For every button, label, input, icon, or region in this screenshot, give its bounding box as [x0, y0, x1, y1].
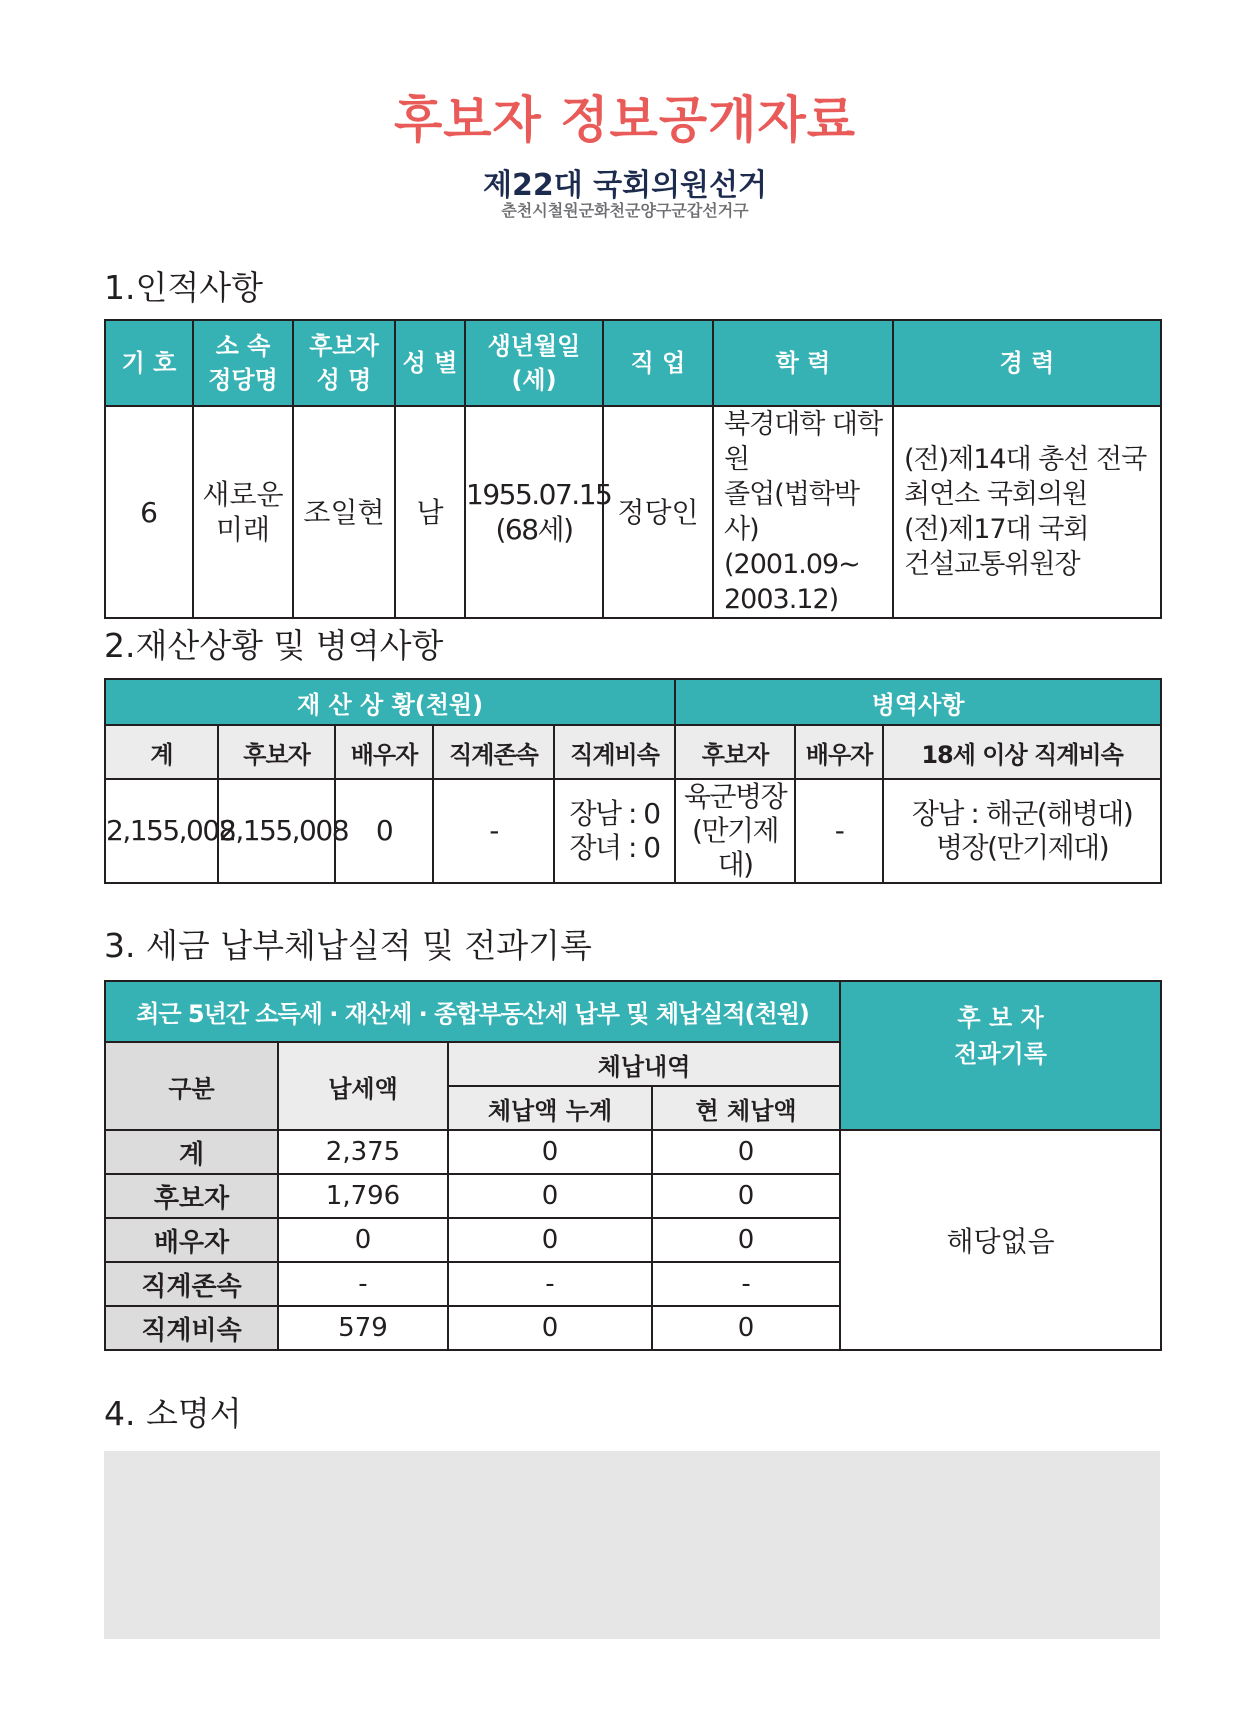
- career: (전)제14대 총선 전국 최연소 국회의원 (전)제17대 국회 건설교통위원장: [893, 406, 1161, 618]
- section2-heading: 2.재산상황 및 병역사항: [104, 626, 444, 665]
- tax-paid: 0: [278, 1218, 448, 1262]
- arrears-current: 0: [652, 1306, 840, 1350]
- page-title: 후보자 정보공개자료: [393, 91, 857, 149]
- col-property-spouse: 배우자: [335, 725, 433, 779]
- tax-paid: 1,796: [278, 1174, 448, 1218]
- row-label: 배우자: [105, 1218, 278, 1262]
- tax-paid: 579: [278, 1306, 448, 1350]
- row-label: 직계존속: [105, 1262, 278, 1306]
- col-military-spouse: 배우자: [795, 725, 883, 779]
- candidate-number: 6: [105, 406, 193, 618]
- table-row: [105, 406, 1161, 618]
- arrears-total: 0: [448, 1306, 652, 1350]
- district-name: 춘천시철원군화천군양구군갑선거구: [501, 201, 749, 220]
- candidate-name: 조일현: [293, 406, 395, 618]
- section3-heading: 3. 세금 납부체납실적 및 전과기록: [104, 926, 592, 965]
- arrears-current: 0: [652, 1174, 840, 1218]
- military-candidate: 육군병장 (만기제대): [675, 779, 795, 883]
- statement-box: [104, 1451, 1160, 1639]
- arrears-total: 0: [448, 1174, 652, 1218]
- education: 북경대학 대학원 졸업(법학박사) (2001.09~ 2003.12): [713, 406, 893, 618]
- col-number: 기 호: [105, 320, 193, 406]
- military-descendants: 장남 : 해군(해병대) 병장(만기제대): [883, 779, 1161, 883]
- property-candidate: 2,155,008: [218, 779, 335, 883]
- property-descendants: 장남 : 0 장녀 : 0: [554, 779, 675, 883]
- col-paid: 납세액: [278, 1042, 448, 1130]
- job: 정당인: [603, 406, 713, 618]
- row-label: 계: [105, 1130, 278, 1174]
- col-gender: 성 별: [395, 320, 465, 406]
- col-name: 후보자 성 명: [293, 320, 395, 406]
- arrears-current: -: [652, 1262, 840, 1306]
- tax-record-table: [104, 980, 1162, 1351]
- criminal-record: 해당없음: [840, 1130, 1161, 1350]
- tax-paid: -: [278, 1262, 448, 1306]
- col-arrears: 체납내역: [448, 1042, 840, 1086]
- property-spouse: 0: [335, 779, 433, 883]
- tax-header: 최근 5년간 소득세 · 재산세 · 종합부동산세 납부 및 체납실적(천원): [105, 981, 840, 1042]
- arrears-total: 0: [448, 1130, 652, 1174]
- personal-info-table: [104, 319, 1162, 619]
- party-name: 새로운 미래: [193, 406, 293, 618]
- col-category: 구분: [105, 1042, 278, 1130]
- tax-paid: 2,375: [278, 1130, 448, 1174]
- col-property-candidate: 후보자: [218, 725, 335, 779]
- col-property-descendants: 직계비속: [554, 725, 675, 779]
- row-label: 직계비속: [105, 1306, 278, 1350]
- col-birth: 생년월일 (세): [465, 320, 603, 406]
- section1-heading: 1.인적사항: [104, 268, 263, 307]
- arrears-current: 0: [652, 1130, 840, 1174]
- col-career: 경 력: [893, 320, 1161, 406]
- arrears-total: 0: [448, 1218, 652, 1262]
- arrears-current: 0: [652, 1218, 840, 1262]
- property-ascendants: -: [433, 779, 554, 883]
- col-property-total: 계: [105, 725, 218, 779]
- row-label: 후보자: [105, 1174, 278, 1218]
- property-military-table: [104, 678, 1162, 884]
- col-education: 학 력: [713, 320, 893, 406]
- criminal-record-header: 후 보 자 전과기록: [840, 981, 1161, 1130]
- col-arrears-total: 체납액 누계: [448, 1086, 652, 1130]
- col-arrears-current: 현 체납액: [652, 1086, 840, 1130]
- col-party: 소 속 정당명: [193, 320, 293, 406]
- col-job: 직 업: [603, 320, 713, 406]
- section4-heading: 4. 소명서: [104, 1394, 242, 1433]
- gender: 남: [395, 406, 465, 618]
- arrears-total: -: [448, 1262, 652, 1306]
- election-name: 제22대 국회의원선거: [482, 168, 768, 203]
- col-military-descendants: 18세 이상 직계비속: [883, 725, 1161, 779]
- military-spouse: -: [795, 779, 883, 883]
- property-header: 재 산 상 황(천원): [105, 679, 675, 725]
- table-row: [105, 1130, 1161, 1174]
- col-military-candidate: 후보자: [675, 725, 795, 779]
- military-header: 병역사항: [675, 679, 1161, 725]
- col-property-ascendants: 직계존속: [433, 725, 554, 779]
- table-row: [105, 779, 1161, 883]
- birth-date: 1955.07.15 (68세): [465, 406, 603, 618]
- property-total: 2,155,008: [105, 779, 218, 883]
